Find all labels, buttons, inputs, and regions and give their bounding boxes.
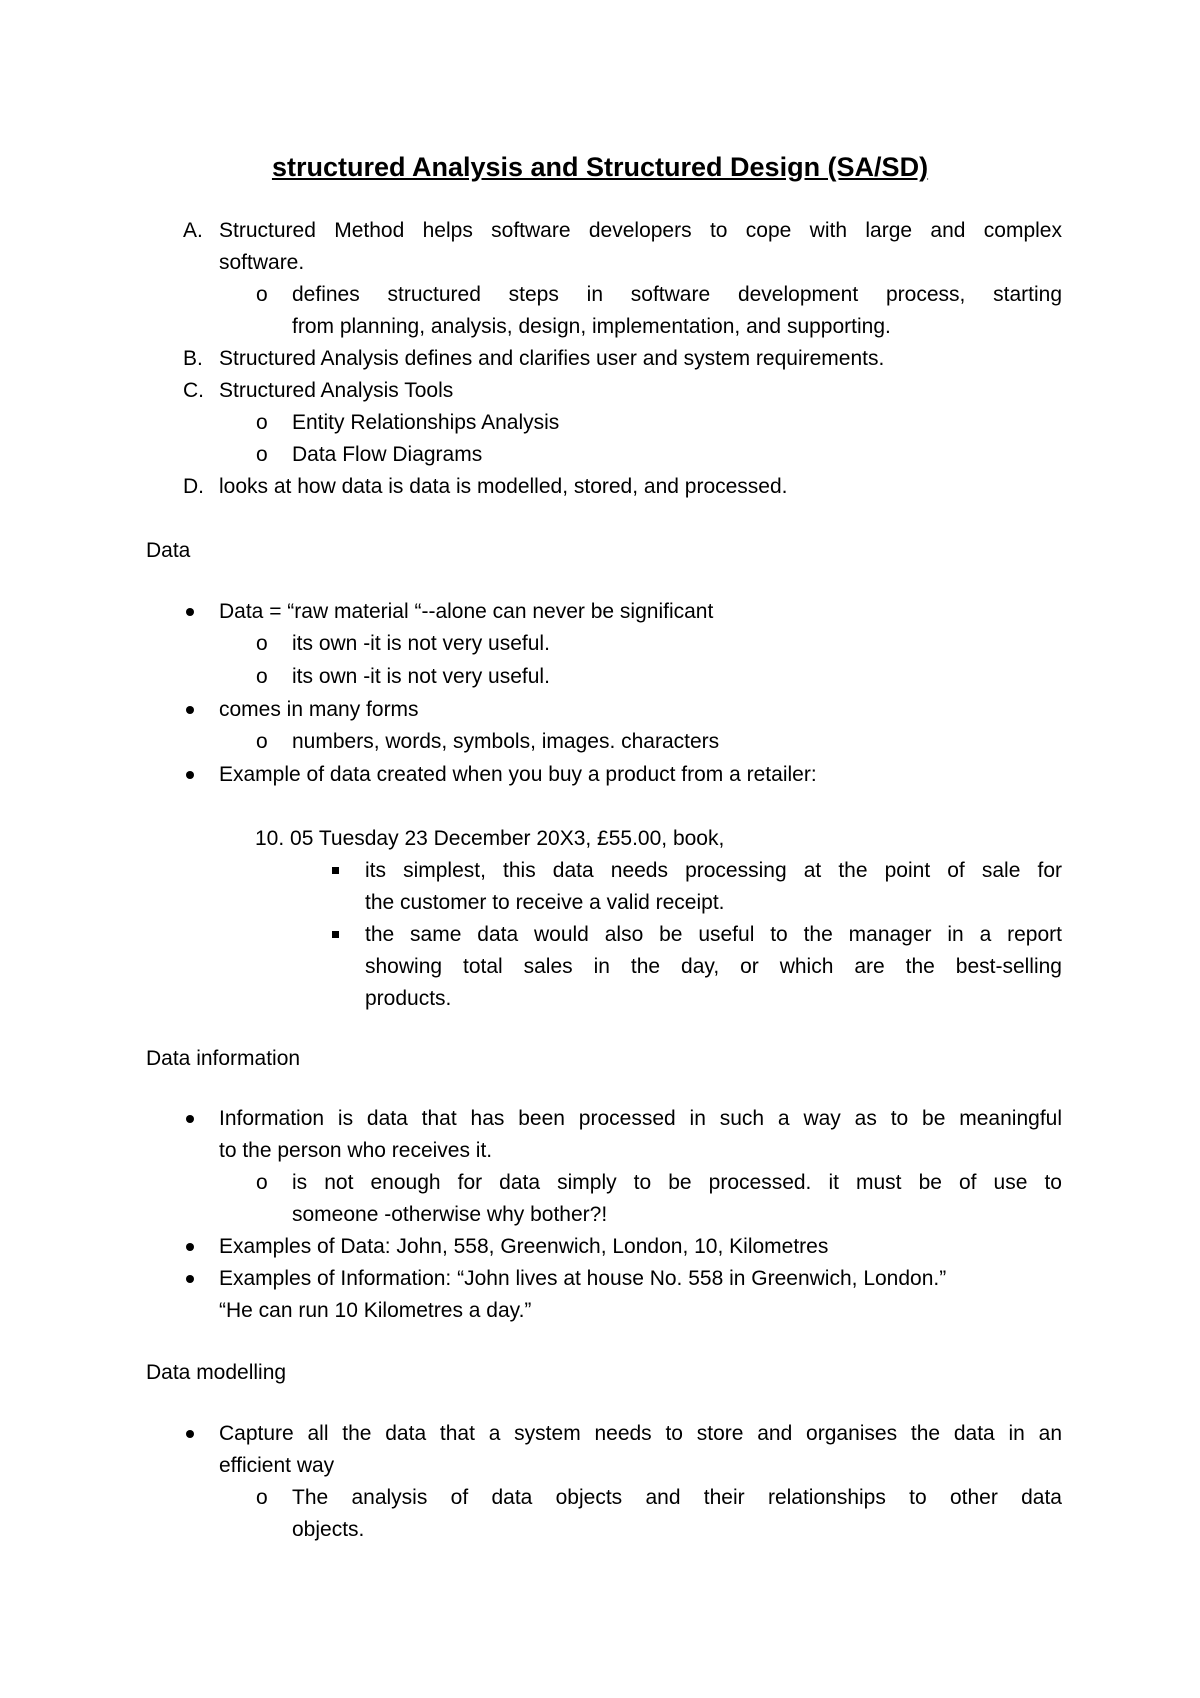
bullet-icon xyxy=(186,1430,194,1438)
info-bullet1-sub-line2: someone -otherwise why bother?! xyxy=(292,1203,608,1226)
sub-bullet-o: o xyxy=(256,1171,268,1194)
square-bullet-icon xyxy=(332,867,339,874)
sub-bullet-o: o xyxy=(256,665,268,688)
section-heading-data-information: Data information xyxy=(146,1047,301,1070)
info-bullet2-text: Examples of Data: John, 558, Greenwich, London, 10, Kilometres xyxy=(219,1235,829,1258)
sub-bullet-o: o xyxy=(256,443,268,466)
data-bullet2-sub1: numbers, words, symbols, images. characters xyxy=(292,730,720,753)
square-bullet-icon xyxy=(332,931,339,938)
sub-bullet-o: o xyxy=(256,730,268,753)
item-c-sub1: Entity Relationships Analysis xyxy=(292,411,560,434)
example-sub2-line3: products. xyxy=(365,987,452,1010)
item-a-sub-line2: from planning, analysis, design, implementation, and supporting. xyxy=(292,315,891,338)
list-marker-d: D. xyxy=(183,475,204,498)
data-bullet1-text: Data = “raw material “--alone can never be significant xyxy=(219,600,714,623)
example-sub1-line1: its simplest, this data needs processing at the point of sale for xyxy=(365,859,1062,882)
sub-bullet-o: o xyxy=(256,411,268,434)
list-marker-b: B. xyxy=(183,347,203,370)
sub-bullet-o: o xyxy=(256,283,268,306)
info-bullet3-line1: Examples of Information: “John lives at house No. 558 in Greenwich, London.” xyxy=(219,1267,947,1290)
item-c-text: Structured Analysis Tools xyxy=(219,379,454,402)
example-line: 10. 05 Tuesday 23 December 20X3, £55.00, book, xyxy=(255,827,725,850)
info-bullet3-line2: “He can run 10 Kilometres a day.” xyxy=(219,1299,532,1322)
modelling-bullet1-line2: efficient way xyxy=(219,1454,335,1477)
item-d-text: looks at how data is data is modelled, stored, and processed. xyxy=(219,475,788,498)
item-b-text: Structured Analysis defines and clarifies user and system requirements. xyxy=(219,347,885,370)
modelling-bullet1-sub-line2: objects. xyxy=(292,1518,365,1541)
page-title: structured Analysis and Structured Design (SA/SD) xyxy=(271,152,929,182)
item-a-line2: software. xyxy=(219,251,305,274)
data-bullet3-text: Example of data created when you buy a product from a retailer: xyxy=(219,763,817,786)
item-c-sub2: Data Flow Diagrams xyxy=(292,443,483,466)
info-bullet1-line2: to the person who receives it. xyxy=(219,1139,493,1162)
item-a-line1: Structured Method helps software developers to cope with large and complex xyxy=(219,219,1062,242)
bullet-icon xyxy=(186,706,194,714)
modelling-bullet1-sub-line1: The analysis of data objects and their relationships to other data xyxy=(292,1486,1062,1509)
section-heading-data-modelling: Data modelling xyxy=(146,1361,287,1384)
bullet-icon xyxy=(186,608,194,616)
list-marker-c: C. xyxy=(183,379,204,402)
modelling-bullet1-line1: Capture all the data that a system needs to store and organises the data in an xyxy=(219,1422,1062,1445)
bullet-icon xyxy=(186,1243,194,1251)
section-heading-data: Data xyxy=(146,539,191,562)
sub-bullet-o: o xyxy=(256,1486,268,1509)
info-bullet1-sub-line1: is not enough for data simply to be processed. it must be of use to xyxy=(292,1171,1062,1194)
example-sub2-line2: showing total sales in the day, or which are the best-selling xyxy=(365,955,1062,978)
data-bullet1-sub2: its own -it is not very useful. xyxy=(292,665,550,688)
data-bullet1-sub1: its own -it is not very useful. xyxy=(292,632,550,655)
data-bullet2-text: comes in many forms xyxy=(219,698,419,721)
example-sub1-line2: the customer to receive a valid receipt. xyxy=(365,891,725,914)
item-a-sub-line1: defines structured steps in software development process, starting xyxy=(292,283,1062,306)
bullet-icon xyxy=(186,771,194,779)
example-sub2-line1: the same data would also be useful to the manager in a report xyxy=(365,923,1062,946)
bullet-icon xyxy=(186,1275,194,1283)
bullet-icon xyxy=(186,1115,194,1123)
list-marker-a: A. xyxy=(183,219,203,242)
sub-bullet-o: o xyxy=(256,632,268,655)
info-bullet1-line1: Information is data that has been processed in such a way as to be meaningful xyxy=(219,1107,1062,1130)
